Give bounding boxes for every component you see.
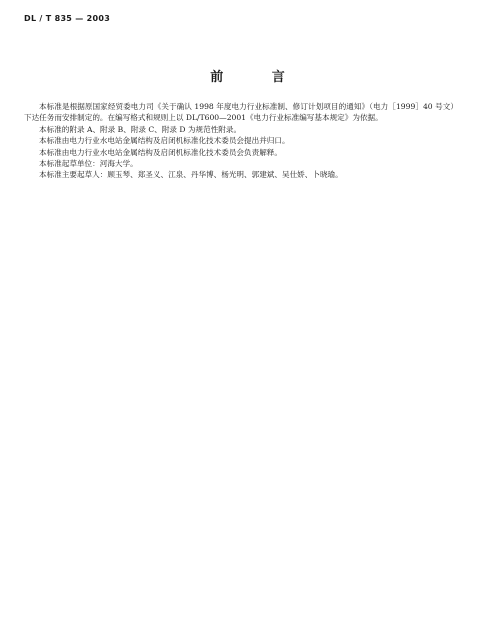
foreword-paragraph-drafting-unit: 本标准起草单位：河海大学。 bbox=[39, 159, 138, 169]
foreword-paragraph-proposer: 本标准由电力行业水电站金属结构及启闭机标准化技术委员会提出并归口。 bbox=[39, 136, 290, 146]
foreword-heading: 前 言 bbox=[210, 70, 307, 85]
foreword-paragraph-drafters: 本标准主要起草人：顾玉琴、郑圣义、江泉、丹华博、杨光明、郭建斌、吴仕娇、卜晓瑜。 bbox=[39, 170, 343, 180]
document-code: DL / T 835 — 2003 bbox=[24, 14, 111, 23]
foreword-paragraph-basis: 本标准是根据原国家经贸委电力司《关于确认 1998 年度电力行业标准制、修订计划项目的通知》（电力［1999］40 号文）下达任务而安排制定的。在编写格式和规则上以 DL/T600—2001《电力行业标准编写基本规定》为依据。 bbox=[24, 102, 458, 123]
foreword-body bbox=[24, 101, 458, 181]
foreword-paragraph-appendices: 本标准的附录 A、附录 B、附录 C、附录 D 为规范性附录。 bbox=[39, 124, 242, 134]
foreword-paragraph-interpreter: 本标准由电力行业水电站金属结构及启闭机标准化技术委员会负责解释。 bbox=[39, 147, 282, 157]
